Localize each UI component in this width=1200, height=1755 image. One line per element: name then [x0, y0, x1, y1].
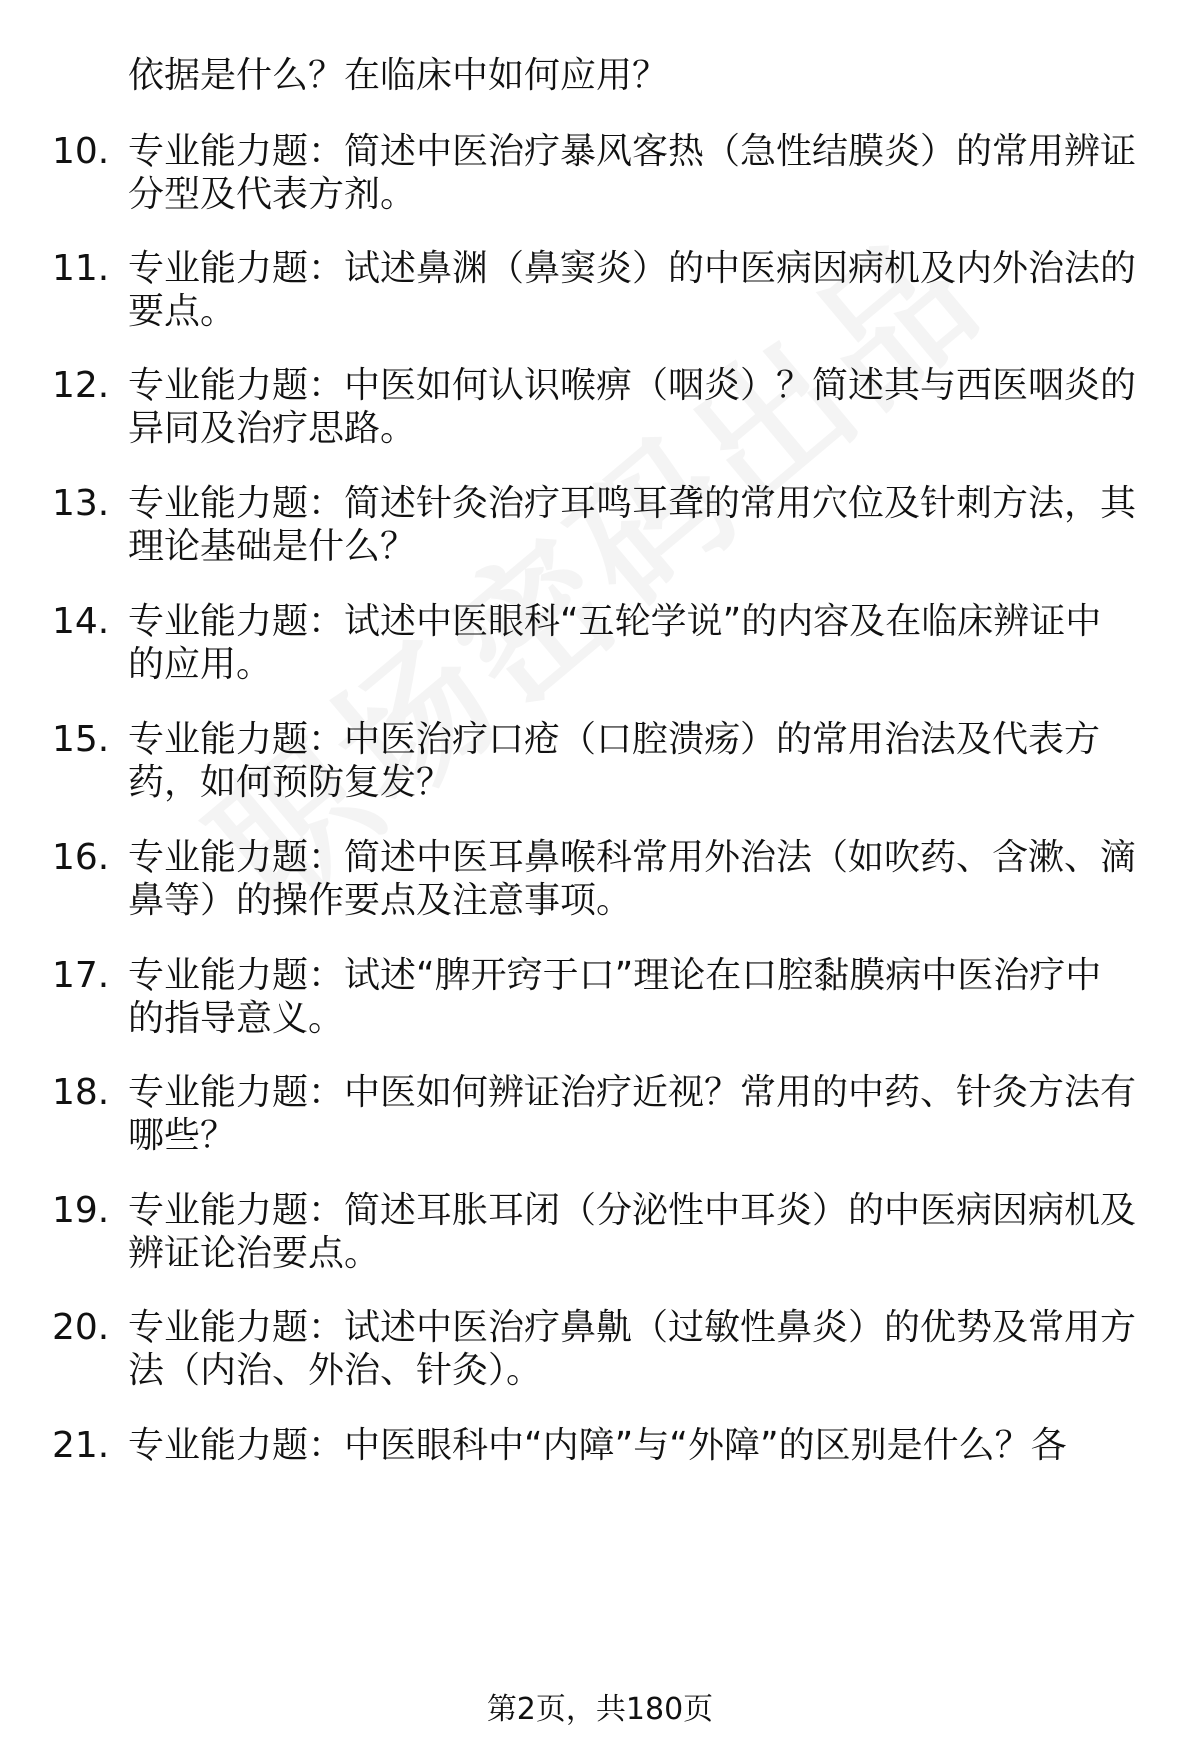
question-line: 专业能力题：简述耳胀耳闭（分泌性中耳炎）的中医病因病机及 [128, 1190, 1137, 1231]
question-number: 13. [52, 483, 110, 524]
page-footer: 第2页，共180页 [486, 1692, 714, 1727]
question-line: 专业能力题：中医如何认识喉痹（咽炎）？简述其与西医咽炎的 [128, 365, 1137, 406]
intro-line: 依据是什么？在临床中如何应用？ [128, 55, 669, 96]
question-line: 鼻等）的操作要点及注意事项。 [128, 880, 633, 921]
question-number: 16. [52, 837, 110, 878]
question-line: 分型及代表方剂。 [128, 174, 417, 215]
question-line: 专业能力题：中医如何辨证治疗近视？常用的中药、针灸方法有 [128, 1072, 1137, 1113]
question-line: 要点。 [128, 291, 237, 332]
question-line: 专业能力题：简述中医耳鼻喉科常用外治法（如吹药、含漱、滴 [128, 837, 1137, 878]
question-number: 20. [52, 1307, 110, 1348]
question-line: 专业能力题：试述鼻渊（鼻窦炎）的中医病因病机及内外治法的 [128, 248, 1137, 289]
question-number: 11. [52, 248, 110, 289]
question-number: 17. [52, 955, 110, 996]
question-line: 专业能力题：试述“脾开窍于口”理论在口腔黏膜病中医治疗中 [128, 955, 1102, 996]
question-line: 哪些？ [128, 1115, 237, 1156]
question-line: 专业能力题：试述中医治疗鼻鼽（过敏性鼻炎）的优势及常用方 [128, 1307, 1137, 1348]
question-line: 专业能力题：中医治疗口疮（口腔溃疡）的常用治法及代表方 [128, 719, 1101, 760]
question-line: 专业能力题：中医眼科中“内障”与“外障”的区别是什么？各 [128, 1425, 1067, 1466]
question-line: 异同及治疗思路。 [128, 408, 417, 449]
question-number: 21. [52, 1425, 110, 1466]
question-number: 19. [52, 1190, 110, 1231]
question-line: 专业能力题：试述中医眼科“五轮学说”的内容及在临床辨证中 [128, 601, 1102, 642]
question-number: 10. [52, 131, 110, 172]
question-line: 法（内治、外治、针灸）。 [128, 1350, 543, 1391]
question-number: 14. [52, 601, 110, 642]
question-line: 专业能力题：简述针灸治疗耳鸣耳聋的常用穴位及针刺方法，其 [128, 483, 1137, 524]
question-line: 理论基础是什么？ [128, 526, 417, 567]
question-line: 的应用。 [128, 644, 273, 685]
question-line: 的指导意义。 [128, 998, 345, 1039]
question-number: 15. [52, 719, 110, 760]
question-number: 18. [52, 1072, 110, 1113]
question-number: 12. [52, 365, 110, 406]
question-line: 药，如何预防复发？ [128, 762, 453, 803]
question-line: 专业能力题：简述中医治疗暴风客热（急性结膜炎）的常用辨证 [128, 131, 1137, 172]
question-line: 辨证论治要点。 [128, 1233, 381, 1274]
